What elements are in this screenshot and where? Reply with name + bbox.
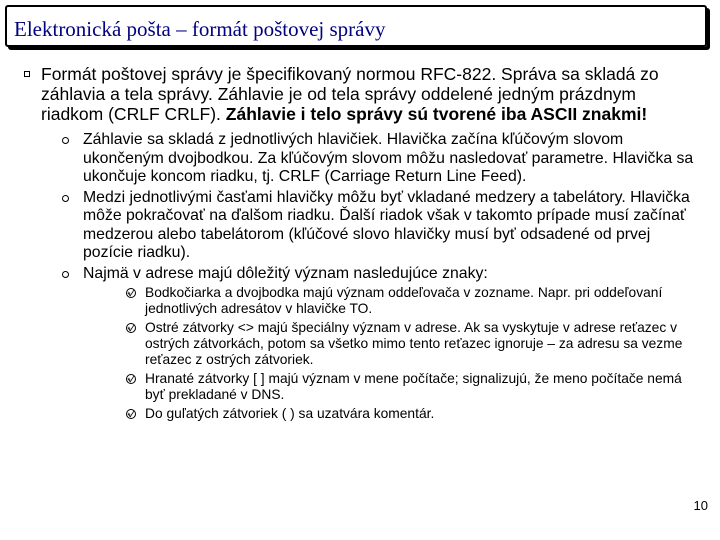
page-number: 10: [693, 498, 708, 513]
main-bullet: [24, 64, 698, 124]
circle-bullet-icon: [62, 195, 69, 202]
sub-sub-bullet: [126, 371, 698, 403]
sub-bullet-list: [62, 131, 698, 422]
sub-bullet-text: Záhlavie sa skladá z jednotlivých hlavičiek. Hlavička začína kľúčovým slovom ukončeným dvojbodkou. Za kľúčovým slovom môžu nasledovať parametre. Hlavička sa ukončuje koncom riadku, tj. CRLF (Carriage Return Line Feed).: [83, 131, 694, 185]
sub-sub-bullet-text: Bodkočiarka a dvojbodka majú význam oddeľovača v zozname. Napr. pri oddeľovaní jednotlivých adresátov v hlavičke TO.: [145, 285, 663, 316]
sub-bullet: [62, 131, 698, 187]
sub-bullet-text: Medzi jednotlivými časťami hlavičky môžu byť vkladané medzery a tabelátory. Hlavička môže pokračovať na ďalšom riadku. Ďalší riadok však v takomto prípade musí začínať medzerou alebo tabelátorom (kľúčové slovo hlavičky musí byť odsadené od prvej pozície riadku).: [83, 188, 690, 261]
checkmark-bullet-icon: [126, 409, 136, 419]
sub-bullet: [62, 189, 698, 263]
sub-bullet: [62, 265, 698, 423]
circle-bullet-icon: [62, 271, 69, 278]
main-bullet-bold-text: Záhlavie i telo správy sú tvorené iba ASCII znakmi!: [225, 104, 648, 124]
sub-bullet-text: Najmä v adrese majú dôležitý význam nasledujúce znaky:: [83, 264, 488, 282]
sub-sub-bullet-list: [126, 285, 698, 422]
sub-sub-bullet-text: Ostré zátvorky <> majú špeciálny význam v adrese. Ak sa vyskytuje v adrese reťazec v ostrých zátvorkách, potom sa všetko mimo tento reťazec ignoruje – za adresu sa vezme reťazec z ostrých zátvoriek.: [145, 320, 683, 367]
sub-sub-bullet-text: Do guľatých zátvoriek ( ) sa uzatvára komentár.: [145, 406, 435, 421]
sub-sub-bullet-text: Hranaté zátvorky [ ] majú význam v mene počítače; signalizujú, že meno počítače nemá byť prekladané v DNS.: [145, 371, 682, 402]
circle-bullet-icon: [62, 137, 69, 144]
main-bullet-text: Formát poštovej správy je špecifikovaný normou RFC-822. Správa sa skladá zo záhlavia a tela správy. Záhlavie je od tela správy oddelené jedným prázdnym riadkom (CRLF CRLF).: [41, 64, 659, 124]
sub-sub-bullet: [126, 285, 698, 317]
checkmark-bullet-icon: [126, 288, 136, 298]
checkmark-bullet-icon: [126, 374, 136, 384]
square-bullet-icon: [24, 71, 30, 77]
slide-title: Elektronická pošta – formát poštovej správy: [14, 17, 386, 41]
checkmark-bullet-icon: [126, 323, 136, 333]
slide-content: [24, 64, 698, 425]
sub-sub-bullet: [126, 320, 698, 368]
sub-sub-bullet: [126, 406, 698, 422]
